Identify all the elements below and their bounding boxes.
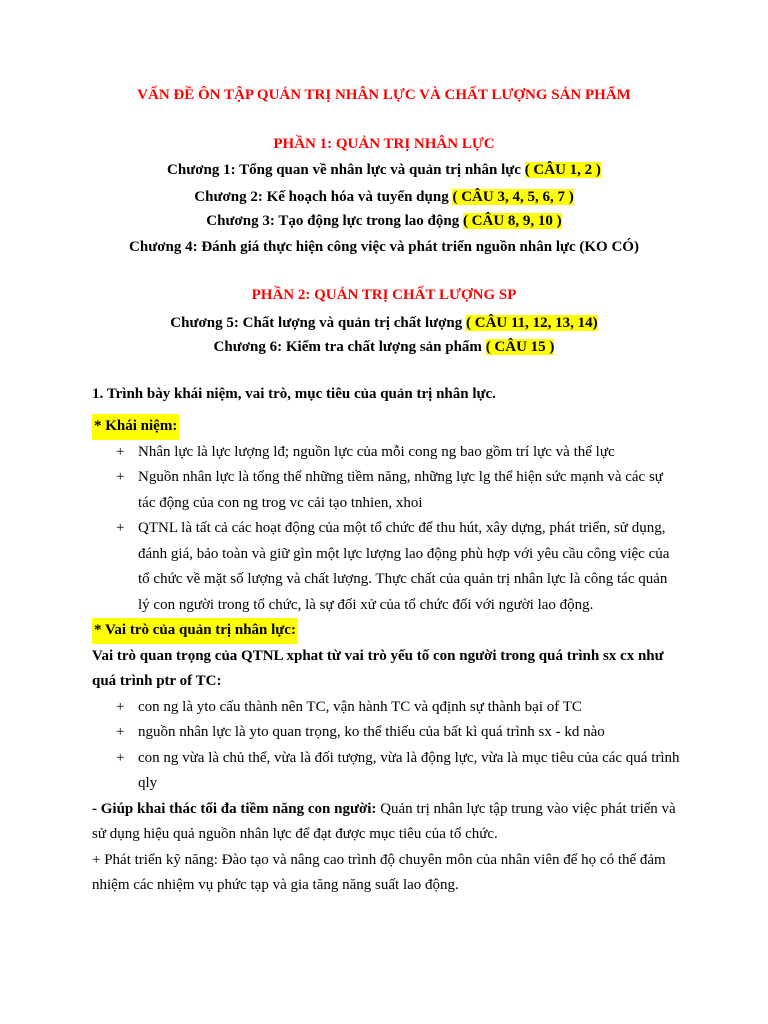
chapter-6: [0, 334, 768, 361]
paragraph-skills: + Phát triển kỹ năng: Đào tạo và nâng cao trình độ chuyên môn của nhân viên để họ có thể đảm nhiệm các nhiệm vụ phức tạp và gia tăng năng suất lao động.: [92, 851, 666, 893]
list-item: + con ng vừa là chủ thể, vừa là đối tượng, vừa là động lực, vừa là mục tiêu của các quá trình qly: [116, 749, 680, 791]
chapter-5-tag: ( CÂU 11, 12, 13, 14): [466, 315, 598, 331]
chapter-1-tag: ( CÂU 1, 2 ): [524, 162, 601, 178]
chapter-6-text: Chương 6: Kiểm tra chất lượng sản phẩm: [213, 339, 486, 355]
list-item: + con ng là yto cấu thành nên TC, vận hành TC và qđịnh sự thành bại of TC: [116, 698, 582, 715]
chapter-5-text: Chương 5: Chất lượng và quản trị chất lượng: [170, 315, 467, 331]
chapter-3: [0, 208, 768, 235]
question-1-heading: 1. Trình bày khái niệm, vai trò, mục tiêu của quản trị nhân lực.: [92, 386, 496, 402]
paragraph-potential: - Giúp khai thác tối đa tiềm năng con người: Quản trị nhân lực tập trung vào việc phát triển và sử dụng hiệu quả nguồn nhân lực để đạt được mục tiêu của tổ chức.: [92, 800, 676, 842]
part2-heading: PHẦN 2: QUẢN TRỊ CHẤT LƯỢNG SP: [251, 287, 517, 303]
role-label: * Vai trò của quản trị nhân lực:: [92, 618, 298, 644]
chapter-2: [0, 184, 768, 211]
role-list: [92, 695, 682, 797]
chapter-6-tag: ( CÂU 15 ): [485, 339, 555, 355]
list-item: + nguồn nhân lực là yto quan trọng, ko thể thiếu của bất kì quá trình sx - kd nào: [116, 724, 605, 740]
list-item: + Nguồn nhân lực là tổng thể những tiềm năng, những lực lg thể hiện sức mạnh và các sự tác động của con ng trog vc cải tạo tnhien, xhoi: [116, 469, 663, 511]
concept-section: [92, 414, 682, 899]
chapter-5: [0, 310, 768, 337]
list-item: + Nhân lực là lực lượng lđ; nguồn lực của mỗi cong ng bao gồm trí lực và thể lực: [116, 443, 615, 460]
chapter-4-text: Chương 4: Đánh giá thực hiện công việc và phát triển nguồn nhân lực (KO CÓ): [129, 239, 639, 255]
list-item: + QTNL là tất cả các hoạt động của một tổ chức để thu hút, xây dựng, phát triển, sử dụng, đánh giá, bảo toàn và giữ gìn một lực lượng lao động phù hợp với yêu cầu công việc của tổ chức về mặt số lượng và chất lượng. Thực chất của quản trị nhân lực là công tác quản lý con người trong tổ chức, là sự đối xử của tổ chức đối với người lao động.: [116, 520, 670, 613]
chapter-3-text: Chương 3: Tạo động lực trong lao động: [206, 213, 463, 229]
part1-heading: PHẦN 1: QUẢN TRỊ NHÂN LỰC: [273, 136, 495, 152]
chapter-2-tag: ( CÂU 3, 4, 5, 6, 7 ): [452, 189, 574, 205]
chapter-1-text: Chương 1: Tổng quan về nhân lực và quản trị nhân lực: [167, 162, 525, 178]
concept-list: [92, 440, 682, 619]
chapter-1: [0, 157, 768, 184]
role-intro: Vai trò quan trọng của QTNL xphat từ vai trò yếu tố con người trong quá trình sx cx như quá trình ptr of TC:: [92, 647, 664, 689]
document-title: VẤN ĐỀ ÔN TẬP QUẢN TRỊ NHÂN LỰC VÀ CHẤT LƯỢNG SẢN PHẨM: [137, 87, 631, 103]
concept-label: * Khái niệm:: [92, 414, 179, 440]
chapter-4: [0, 234, 768, 261]
chapter-3-tag: ( CÂU 8, 9, 10 ): [462, 213, 562, 229]
chapter-2-text: Chương 2: Kế hoạch hóa và tuyển dụng: [194, 189, 453, 205]
